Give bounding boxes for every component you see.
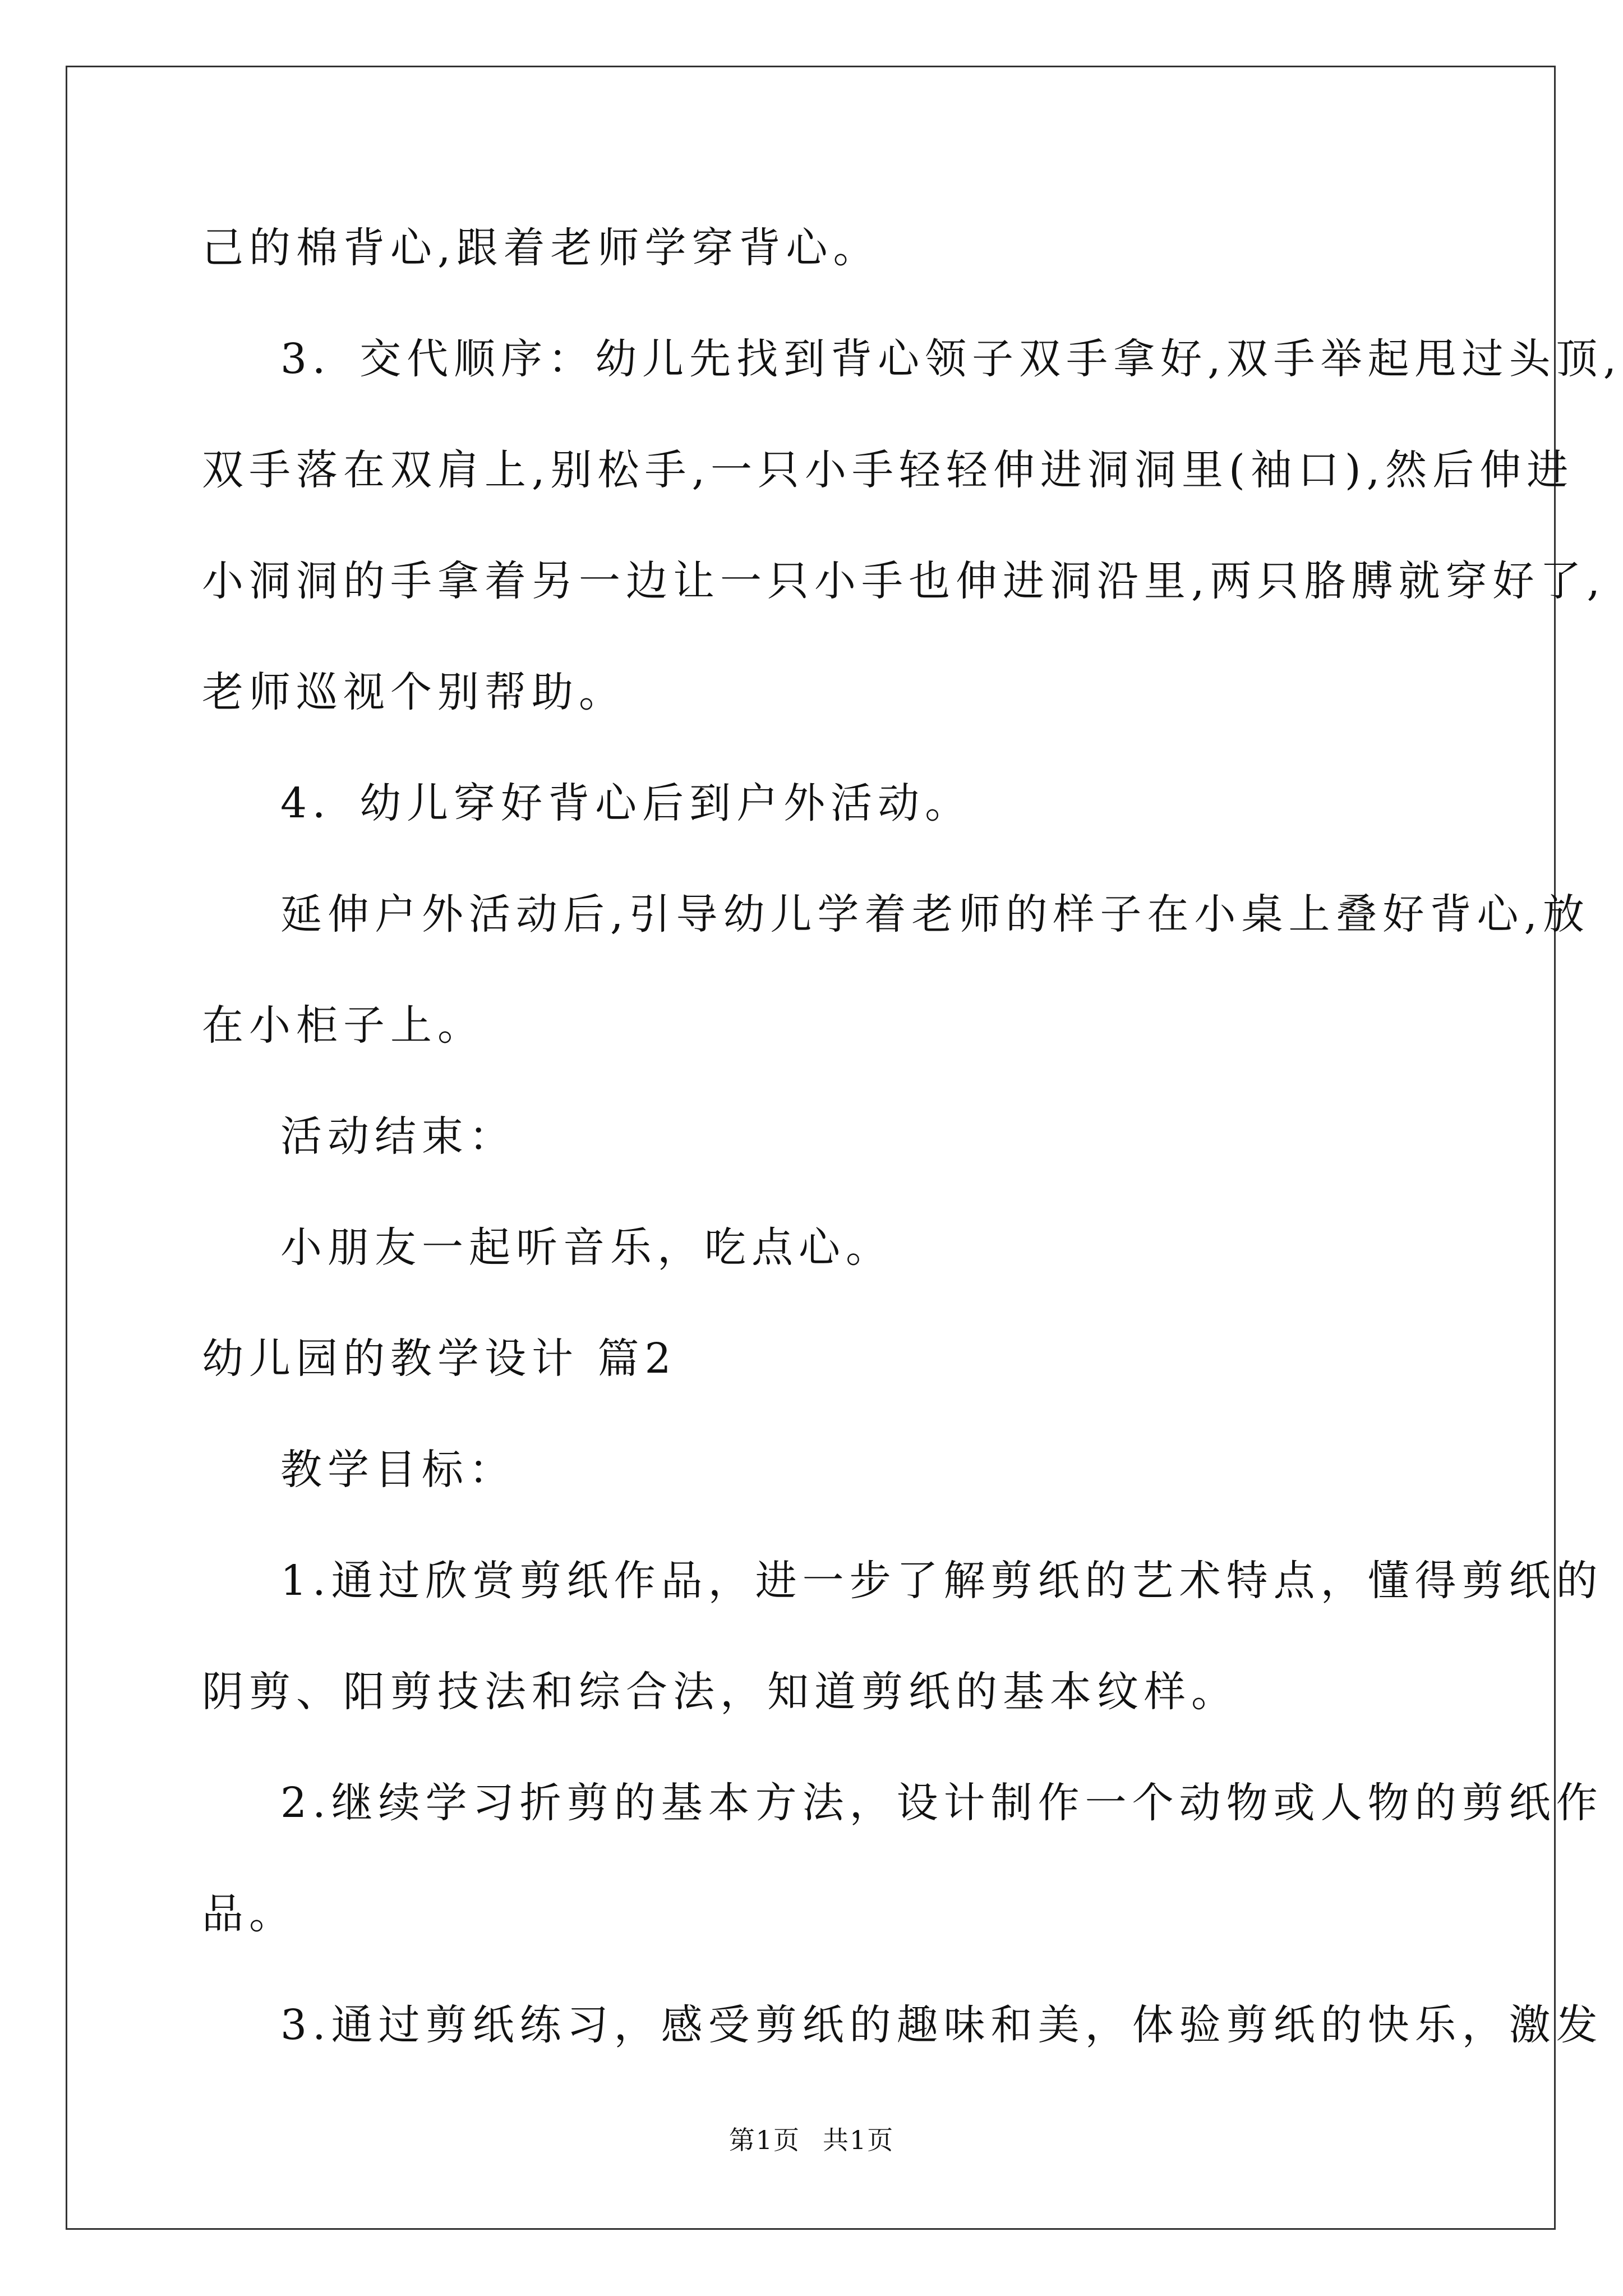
section-heading: 幼儿园的教学设计 篇2: [202, 1335, 677, 1383]
page-footer: [0, 2123, 1623, 2157]
page-number: 第1页: [728, 2125, 800, 2155]
text-line: 4．幼儿穿好背心后到户外活动。: [280, 779, 972, 827]
text-line: 在小柜子上。: [202, 1001, 485, 1050]
text-line: 己的棉背心,跟着老师学穿背心。: [202, 224, 880, 272]
text-line: 品。: [202, 1890, 296, 1938]
text-line: 3．交代顺序：幼儿先找到背心领子双手拿好,双手举起甩过头顶,: [280, 335, 1622, 383]
text-line: 1.通过欣赏剪纸作品，进一步了解剪纸的艺术特点，懂得剪纸的: [280, 1557, 1603, 1605]
text-line: 小洞洞的手拿着另一边让一只小手也伸进洞沿里,两只胳膊就穿好了,: [202, 557, 1606, 605]
page-total: 共1页: [823, 2125, 895, 2155]
text-line: 教学目标：: [280, 1446, 516, 1494]
text-line: 2.继续学习折剪的基本方法，设计制作一个动物或人物的剪纸作: [280, 1779, 1603, 1827]
text-line: 小朋友一起听音乐，吃点心。: [280, 1223, 893, 1272]
text-line: 双手落在双肩上,别松手,一只小手轻轻伸进洞洞里(袖口),然后伸进: [202, 446, 1574, 494]
text-line: 活动结束：: [280, 1112, 516, 1161]
text-line: 老师巡视个别帮助。: [202, 668, 626, 716]
text-line: 阴剪、阳剪技法和综合法，知道剪纸的基本纹样。: [202, 1668, 1238, 1716]
text-line: 延伸户外活动后,引导幼儿学着老师的样子在小桌上叠好背心,放: [280, 890, 1590, 938]
text-line: 3.通过剪纸练习，感受剪纸的趣味和美，体验剪纸的快乐，激发: [280, 2001, 1603, 2049]
